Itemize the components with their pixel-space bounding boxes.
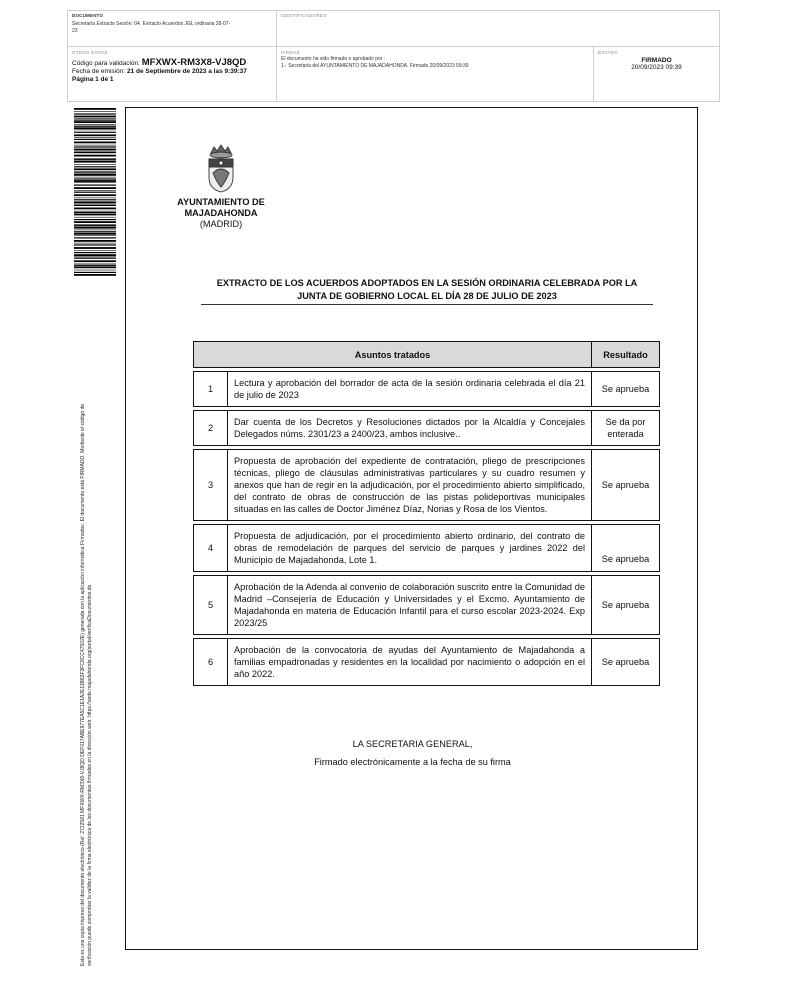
barcode-bar xyxy=(74,214,116,216)
documento-cell xyxy=(68,11,276,37)
verification-note-line-2: verificación puede comprobar la validez de la firma electrónica de los documentos firmados en la dirección web: https://sede.majadahonda.org/portal/verificaDocumentos.do xyxy=(87,584,93,966)
barcode-bar xyxy=(74,237,116,238)
org-line-3: (MADRID) xyxy=(199,219,243,229)
document-header xyxy=(67,10,720,102)
pagina-label: Página 1 de 1 xyxy=(72,76,114,83)
barcode-bar xyxy=(74,151,116,152)
identificadores-label: IDENTIFICADORES xyxy=(281,13,327,18)
barcode-bar xyxy=(74,158,116,159)
signature-note: Firmado electrónicamente a la fecha de su firma xyxy=(314,757,511,767)
barcode-bar xyxy=(74,137,116,138)
barcode-bar xyxy=(74,155,116,157)
barcode-bar xyxy=(74,180,116,182)
row-number: 4 xyxy=(194,525,228,572)
barcode-bar xyxy=(74,274,116,276)
estado-label: ESTADO xyxy=(598,50,618,55)
barcode-bar xyxy=(74,252,116,253)
fecha-emision xyxy=(72,68,272,76)
row-subject: Aprobación de la Adenda al convenio de colaboración suscrito entre la Comunidad de Madrid –Consejería de Educación y Universidades y el Excmo. Ayuntamiento de Majadahonda en materia de Educación Infantil para el curso escolar 2023-2024. Exp 2023/25 xyxy=(228,576,592,635)
barcode-bar xyxy=(74,272,116,273)
title-line-2: JUNTA DE GOBIERNO LOCAL EL DÍA 28 DE JULIO DE 2023 xyxy=(297,291,557,301)
barcode-bar xyxy=(74,198,116,199)
row-result: Se aprueba xyxy=(592,576,660,635)
otros-datos-label: OTROS DATOS xyxy=(72,50,108,55)
document-page xyxy=(125,107,698,950)
row-result: Se da por enterada xyxy=(592,411,660,446)
row-number: 3 xyxy=(194,450,228,521)
barcode-bar xyxy=(74,240,116,242)
coat-of-arms-logo xyxy=(205,143,237,195)
verification-note-line-1: Esta es una copia impresa del documento electrónico (Ref: 2722581 MFXWX-RM3X8-VJ8QD DEF017ABE977EA5C1E1A2E11B82F3FC8CC47502E) generada con la aplicación informática Firmadoc. El documento está FIRMADO. Mediante el código de xyxy=(80,403,86,966)
barcode-bar xyxy=(74,120,116,121)
barcode-bar xyxy=(74,192,116,193)
agenda-table xyxy=(193,341,660,686)
row-result: Se aprueba xyxy=(592,639,660,686)
barcode-bar xyxy=(74,217,116,218)
col-asuntos-header: Asuntos tratados xyxy=(194,342,592,368)
barcode-bar xyxy=(74,247,116,249)
barcode-bar xyxy=(74,187,116,189)
barcode-bar xyxy=(74,145,116,146)
barcode-bar xyxy=(74,233,116,235)
barcode-bar xyxy=(74,168,116,170)
barcode-image xyxy=(74,108,116,276)
table-row xyxy=(194,450,660,521)
barcode-bar xyxy=(74,225,116,226)
barcode-bar xyxy=(74,270,116,271)
barcode-bar xyxy=(74,164,116,165)
document-title xyxy=(201,277,653,305)
barcode-bar xyxy=(74,130,116,131)
documento-label: DOCUMENTO xyxy=(72,13,104,18)
row-number: 6 xyxy=(194,639,228,686)
row-number: 1 xyxy=(194,372,228,407)
row-result: Se aprueba xyxy=(592,372,660,407)
barcode-bar xyxy=(74,108,116,110)
barcode-bar xyxy=(74,159,116,160)
barcode-bar xyxy=(74,171,116,172)
row-result: Se aprueba xyxy=(592,525,660,572)
table-row xyxy=(194,525,660,572)
barcode-bar xyxy=(74,134,116,136)
table-header-row xyxy=(194,342,660,368)
table-row xyxy=(194,576,660,635)
signature-title: LA SECRETARIA GENERAL, xyxy=(352,739,473,749)
barcode-bar xyxy=(74,230,116,231)
codigo-value: MFXWX-RM3X8-VJ8QD xyxy=(141,57,247,68)
firmas-label: FIRMAS xyxy=(281,50,300,55)
documento-value: Secretaría Extracto Sesión: 04. Extracto Acuerdos JGL ordinaria 28-07-23 xyxy=(72,21,231,34)
barcode-bar xyxy=(74,127,116,129)
estado-cell xyxy=(594,48,719,73)
barcode-bar xyxy=(74,118,116,119)
barcode-bar xyxy=(74,121,116,123)
barcode-bar xyxy=(74,212,116,213)
barcode-bar xyxy=(74,190,116,191)
barcode-bar xyxy=(74,172,116,173)
barcode-bar xyxy=(74,208,116,210)
barcode-bar xyxy=(74,254,116,256)
row-subject: Aprobación de la convocatoria de ayudas del Ayuntamiento de Majadahonda a familias empadronadas y residentes en la localidad por nacimiento o adopción en el año 2022. xyxy=(228,639,592,686)
estado-date: 20/09/2023 09:39 xyxy=(631,64,682,71)
barcode-bar xyxy=(74,243,116,244)
table-row xyxy=(194,639,660,686)
barcode-bar xyxy=(74,139,116,140)
barcode-bar xyxy=(74,231,116,232)
row-subject: Propuesta de aprobación del expediente de contratación, pliego de prescripciones técnicas, pliego de cláusulas administrativas particulares y su cuadro resumen y anexos que han de regir en la adjudicación, por el procedimiento abierto simplificado, del contrato de obras de construcción de las pistas polideportivas municipales situadas en las calles de Doctor Jiménez Díaz, Norias y Rosa de los Vientos. xyxy=(228,450,592,521)
table-row xyxy=(194,411,660,446)
row-number: 2 xyxy=(194,411,228,446)
barcode-bar xyxy=(74,266,116,268)
estado-value: FIRMADO xyxy=(641,57,672,64)
barcode-bar xyxy=(74,244,116,245)
barcode-bar xyxy=(74,124,116,125)
fecha-label: Fecha de emisión: xyxy=(72,68,126,75)
verification-note xyxy=(80,300,92,966)
barcode-bar xyxy=(74,116,116,118)
firmas-text: El documento ha sido firmado o aprobado por : xyxy=(281,56,386,62)
barcode-bar xyxy=(74,185,116,186)
barcode-bar xyxy=(74,177,116,178)
barcode-bar xyxy=(74,152,116,153)
table-row xyxy=(194,372,660,407)
otros-datos-cell xyxy=(68,48,276,86)
barcode-bar xyxy=(74,235,116,236)
organization-name xyxy=(163,197,279,230)
barcode-bar xyxy=(74,221,116,223)
barcode-bar xyxy=(74,174,116,176)
row-subject: Lectura y aprobación del borrador de acta de la sesión ordinaria celebrada el día 21 de julio de 2023 xyxy=(228,372,592,407)
barcode-bar xyxy=(74,149,116,151)
barcode-bar xyxy=(74,132,116,133)
barcode-bar xyxy=(74,205,116,206)
barcode-bar xyxy=(74,199,116,200)
barcode-bar xyxy=(74,182,116,183)
barcode-bar xyxy=(74,146,116,147)
firmas-line: 1.- Secretaria del AYUNTAMIENTO DE MAJADAHONDA. Firmado 20/09/2023 09:39 xyxy=(281,63,469,69)
row-subject: Propuesta de adjudicación, por el procedimiento abierto ordinario, del contrato de obras de remodelación de parques del servicio de parques y jardines 2022 del Municipio de Majadahonda, Lote 1. xyxy=(228,525,592,572)
barcode-bar xyxy=(74,194,116,196)
barcode-bar xyxy=(74,211,116,212)
row-subject: Dar cuenta de los Decretos y Resoluciones dictados por la Alcaldía y Concejales Delegados núms. 2301/23 a 2400/23, ambos inclusive.. xyxy=(228,411,592,446)
barcode-bar xyxy=(74,204,116,205)
barcode-bar xyxy=(74,257,116,258)
barcode-bar xyxy=(74,227,116,229)
barcode-bar xyxy=(74,264,116,265)
col-resultado-header: Resultado xyxy=(592,342,660,368)
barcode-bar xyxy=(74,178,116,179)
codigo-label: Código para validación: xyxy=(72,60,140,67)
barcode-bar xyxy=(74,260,116,262)
row-number: 5 xyxy=(194,576,228,635)
barcode-bar xyxy=(74,201,116,203)
barcode-bar xyxy=(74,219,116,220)
barcode-bar xyxy=(74,258,116,259)
identificadores-cell xyxy=(277,11,577,20)
fecha-value: 21 de Septiembre de 2023 a las 9:39:37 xyxy=(126,68,247,75)
barcode-bar xyxy=(74,111,116,112)
row-result: Se aprueba xyxy=(592,450,660,521)
barcode-bar xyxy=(74,265,116,266)
barcode-bar xyxy=(74,224,116,225)
barcode-bar xyxy=(74,113,116,114)
barcode-bar xyxy=(74,142,116,144)
codigo-validacion xyxy=(72,59,272,68)
barcode-bar xyxy=(74,126,116,127)
barcode-bar xyxy=(74,250,116,251)
barcode-bar xyxy=(74,161,116,163)
org-line-1: AYUNTAMIENTO DE xyxy=(177,197,265,207)
org-line-2: MAJADAHONDA xyxy=(184,208,258,218)
title-line-1: EXTRACTO DE LOS ACUERDOS ADOPTADOS EN LA SESIÓN ORDINARIA CELEBRADA POR LA xyxy=(216,278,638,288)
barcode-bar xyxy=(74,166,116,167)
firmas-cell xyxy=(277,48,593,72)
